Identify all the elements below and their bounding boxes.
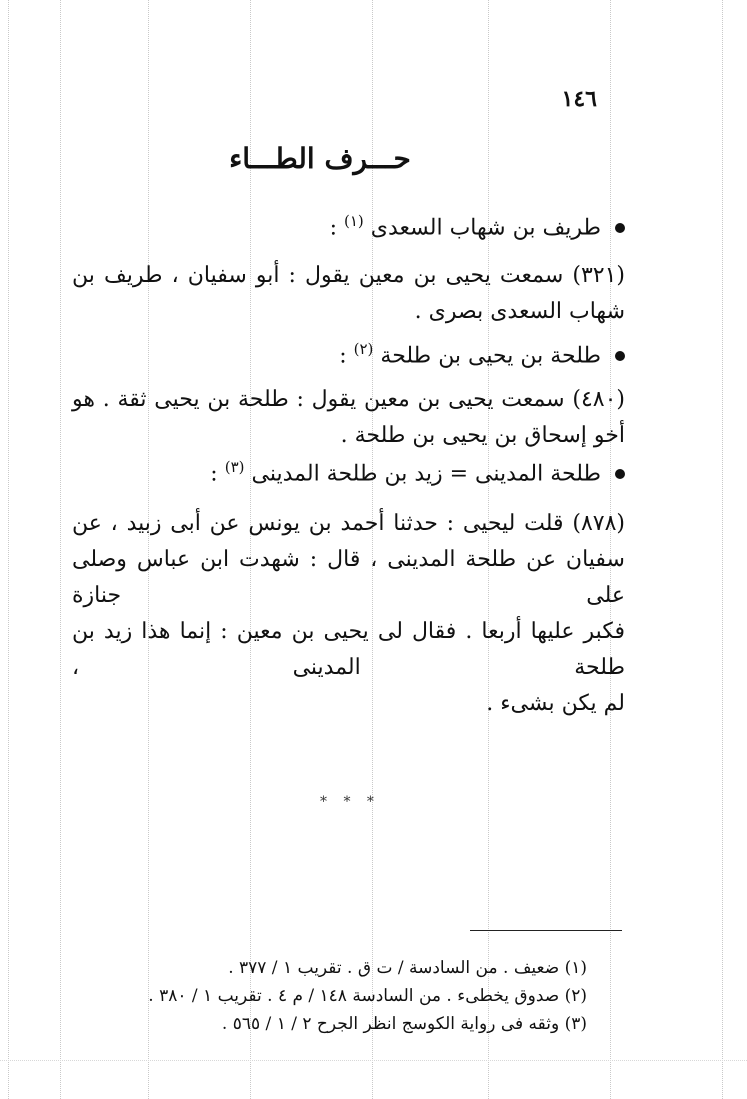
bullet-icon [615,223,625,233]
entry-colon: : [329,215,337,241]
text-line: (٣٢١) سمعت يحيى بن معين يقول : أبو سفيان ، طريف بن [72,263,625,288]
text-line: (٤٨٠) سمعت يحيى بن معين يقول : طلحة بن يحيى ثقة . هو [72,387,625,412]
entry-heading [330,212,625,240]
footnote: (٣) وثقه فى رواية الكوسج انظر الجرح ٢ / ١ / ٥٦٥ . [221,1014,587,1034]
entry-heading-text: طلحة المدينى = زيد بن طلحة المدينى [251,461,601,487]
entry-colon: : [210,461,218,487]
entry-heading-text: طريف بن شهاب السعدى [370,215,601,241]
text-line: فكبر عليها أربعا . فقال لى يحيى بن معين : إنما هذا زيد بن طلحة المدينى ، [72,619,625,680]
chapter-title: حـــرف الطـــاء [229,142,411,175]
section-separator: * * * [320,794,380,810]
entry-heading [210,458,625,486]
text-line: أخو إسحاق بن يحيى بن طلحة . [340,423,625,448]
bullet-icon [615,351,625,361]
entry-heading [339,340,625,368]
footnote-rule [470,930,622,931]
entry-text [72,506,625,722]
footnote: (٢) صدوق يخطىء . من السادسة ١٤٨ / م ٤ . تقريب ١ / ٣٨٠ . [148,986,587,1006]
text-line: سفيان عن طلحة المدينى ، قال : شهدت ابن عباس وصلى على جنازة [72,547,625,608]
text-line: شهاب السعدى بصرى . [414,299,625,324]
entry-text [72,382,625,454]
page-number: ١٤٦ [561,86,597,112]
text-line: لم يكن بشىء . [486,691,625,716]
footnote: (١) ضعيف . من السادسة / ت ق . تقريب ١ / ٣٧٧ . [228,958,587,978]
footnote-ref: (٣) [224,458,245,476]
bullet-icon [615,469,625,479]
entry-text [72,258,625,330]
footnote-ref: (٢) [353,340,374,358]
text-line: (٨٧٨) قلت ليحيى : حدثنا أحمد بن يونس عن أبى زبيد ، عن [72,511,625,536]
footnote-ref: (١) [344,212,364,230]
entry-heading-text: طلحة بن يحيى بن طلحة [380,343,601,369]
entry-colon: : [339,343,347,369]
